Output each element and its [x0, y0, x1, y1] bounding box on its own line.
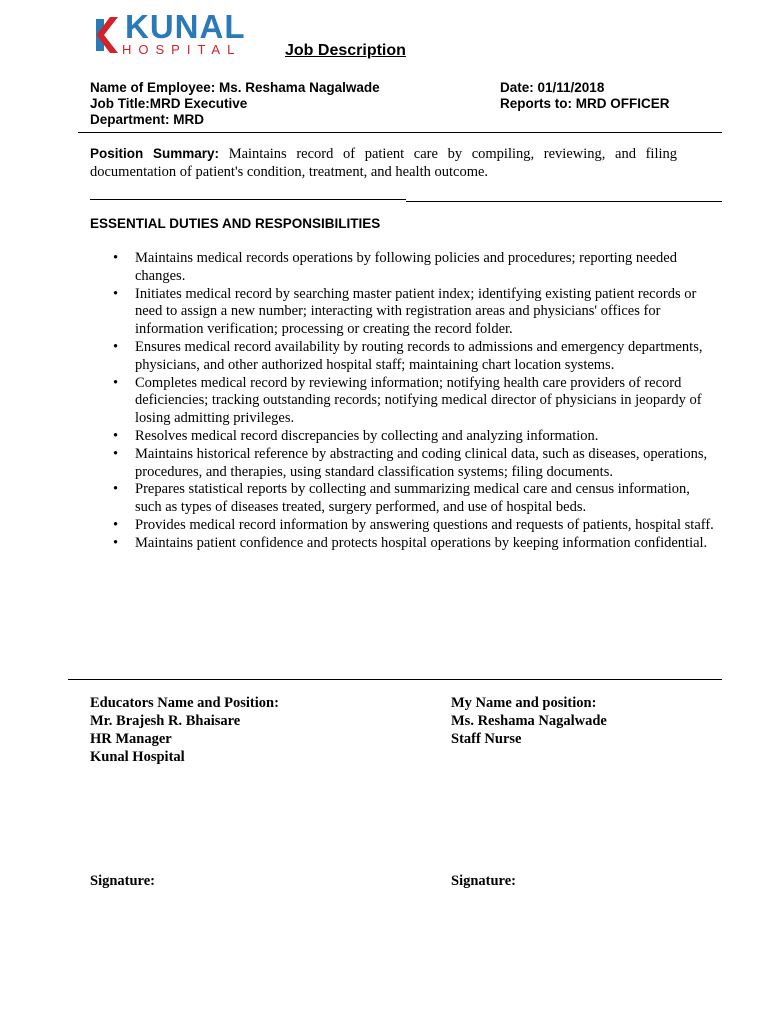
bullet-icon: •	[113, 338, 119, 355]
summary-divider-left	[90, 199, 406, 200]
self-position: Staff Nurse	[451, 731, 522, 747]
kunal-k-icon	[92, 15, 122, 55]
bullet-icon: •	[113, 445, 119, 462]
bullet-icon: •	[113, 285, 119, 302]
list-item	[113, 338, 715, 375]
duty-text: Ensures medical record availability by routing records to admissions and emergency departments, physicians, and other authorized hospital staff; maintaining chart location systems.	[135, 338, 703, 373]
duty-text: Completes medical record by reviewing information; notifying health care providers of record deficiencies; tracking outstanding records; notifying medical director of physicians in jeopardy of losing admitting privileges.	[135, 374, 702, 427]
duty-text: Provides medical record information by answering questions and requests of patients, hospital staff.	[135, 516, 714, 533]
self-signature-label: Signature:	[451, 873, 516, 889]
signature-divider	[68, 679, 722, 680]
reports-to: Reports to: MRD OFFICER	[500, 96, 670, 111]
employee-name: Name of Employee: Ms. Reshama Nagalwade	[90, 80, 380, 95]
duty-text: Maintains patient confidence and protects hospital operations by keeping information confidential.	[135, 534, 708, 551]
self-name: Ms. Reshama Nagalwade	[451, 713, 607, 729]
position-summary	[90, 145, 677, 181]
bullet-icon: •	[113, 374, 119, 391]
educator-org: Kunal Hospital	[90, 749, 185, 765]
bullet-icon: •	[113, 534, 119, 551]
duty-text: Prepares statistical reports by collecting and summarizing medical care and census information, such as types of diseases treated, surgery performed, and use of hospital beds.	[135, 481, 690, 516]
duties-heading: ESSENTIAL DUTIES AND RESPONSIBILITIES	[90, 216, 381, 231]
page-title: Job Description	[285, 42, 406, 59]
duty-text: Resolves medical record discrepancies by collecting and analyzing information.	[135, 427, 599, 444]
job-title: Job Title:MRD Executive	[90, 96, 248, 111]
educator-signature-label: Signature:	[90, 873, 155, 889]
list-item	[113, 250, 715, 286]
list-item	[113, 534, 715, 553]
bullet-icon: •	[113, 250, 119, 266]
hospital-logo	[92, 8, 246, 59]
duties-list	[90, 250, 715, 553]
list-item	[113, 516, 715, 535]
list-item	[113, 427, 715, 446]
date: Date: 01/11/2018	[500, 80, 605, 95]
summary-label: Position Summary:	[90, 146, 220, 161]
educator-position: HR Manager	[90, 731, 172, 747]
header-divider	[78, 132, 722, 133]
educator-heading: Educators Name and Position:	[90, 695, 279, 711]
duty-text: Maintains medical records operations by following policies and procedures; reporting needed changes.	[135, 250, 677, 284]
list-item	[113, 285, 715, 339]
summary-text: Maintains record of patient care by compiling, reviewing, and filing documentation of patient's condition, treatment, and health outcome.	[90, 146, 678, 180]
bullet-icon: •	[113, 516, 119, 533]
educator-name: Mr. Brajesh R. Bhaisare	[90, 713, 241, 729]
educator-block	[90, 694, 279, 766]
bullet-icon: •	[113, 427, 119, 444]
list-item	[113, 481, 715, 517]
list-item	[113, 445, 715, 482]
summary-divider-right	[406, 201, 722, 202]
duty-text: Maintains historical reference by abstracting and coding clinical data, such as diseases, operations, procedures, and therapies, using standard classification systems; filing documents.	[135, 445, 708, 480]
self-heading: My Name and position:	[451, 695, 597, 711]
department: Department: MRD	[90, 112, 205, 127]
logo-wordmark: KUNAL	[125, 8, 246, 45]
duty-text: Initiates medical record by searching master patient index; identifying existing patient records or need to assign a new number; interacting with registration areas and physicians' offices for information verification; processing or creating the record folder.	[135, 285, 697, 338]
bullet-icon: •	[113, 481, 119, 498]
logo-subtitle: HOSPITAL	[122, 42, 242, 57]
list-item	[113, 374, 715, 428]
self-block	[451, 694, 607, 748]
